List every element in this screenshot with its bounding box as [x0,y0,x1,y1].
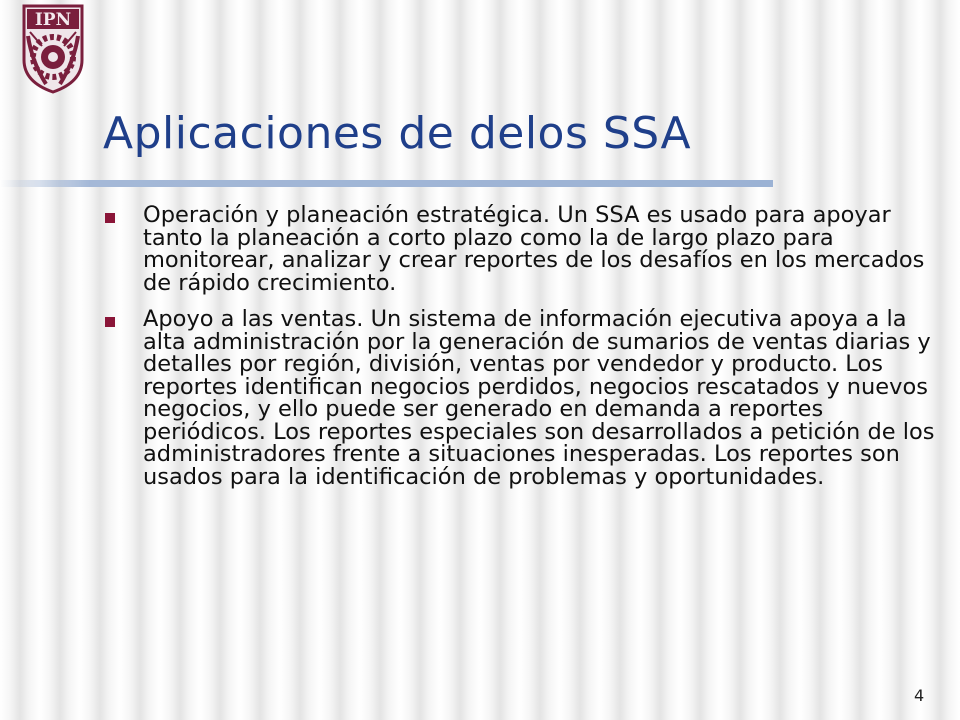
bullet-item [103,308,948,488]
bullet-item [103,204,948,294]
slide-title: Aplicaciones de delos SSA [103,108,692,159]
title-underline [0,180,773,187]
ipn-logo [18,2,88,94]
bullet-text: Operación y planeación estratégica. Un SSA es usado para apoyar tanto la planeación a corto plazo como la de largo plazo para monitorear, analizar y crear reportes de los desafíos en los mercados de rápido crecimiento. [143,202,925,296]
page-number: 4 [914,686,925,705]
square-bullet-icon [105,213,115,223]
logo-lettering: IPN [34,10,72,30]
square-bullet-icon [105,317,115,327]
bullet-list [103,204,948,502]
bullet-text: Apoyo a las ventas. Un sistema de información ejecutiva apoya a la alta administración por la generación de sumarios de ventas diarias y detalles por región, división, ventas por vendedor y producto. Los reportes identifican negocios perdidos, negocios rescatados y nuevos negocios, y ello puede ser generado en demanda a reportes periódicos. Los reportes especiales son desarrollados a petición de los administradores frente a situaciones inesperadas. Los reportes son usados para la identificación de problemas y oportunidades. [143,306,935,490]
